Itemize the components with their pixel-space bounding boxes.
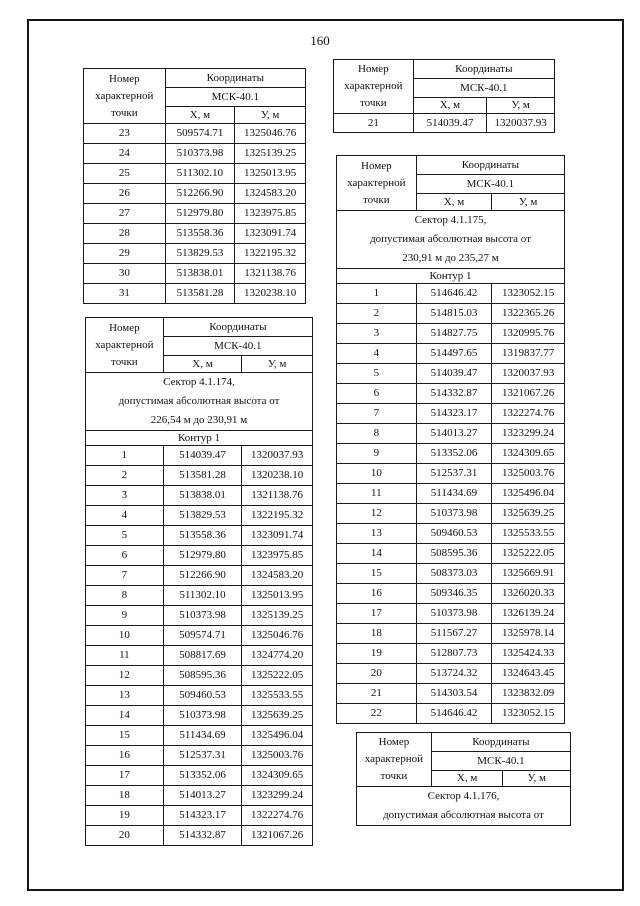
table-row <box>337 664 565 684</box>
x-coordinate-cell: 509574.71 <box>165 124 235 144</box>
table-row <box>84 204 306 224</box>
table-row <box>86 686 313 706</box>
table-row <box>337 364 565 384</box>
table-row <box>86 666 313 686</box>
point-number-cell: 28 <box>84 224 166 244</box>
point-number-cell: 24 <box>84 144 166 164</box>
x-coordinate-cell: 509346.35 <box>416 584 492 604</box>
table-row <box>84 144 306 164</box>
y-coordinate-cell: 1325003.76 <box>492 464 565 484</box>
y-coordinate-cell: 1325533.55 <box>242 686 313 706</box>
y-coordinate-cell: 1325978.14 <box>492 624 565 644</box>
x-coordinate-cell: 512537.31 <box>416 464 492 484</box>
coordinates-header: Координаты <box>416 156 564 175</box>
point-number-cell: 15 <box>337 564 417 584</box>
point-number-cell: 20 <box>337 664 417 684</box>
point-number-cell: 21 <box>337 684 417 704</box>
y-coordinate-cell: 1326020.33 <box>492 584 565 604</box>
table-body <box>334 114 555 133</box>
point-number-cell: 6 <box>86 546 164 566</box>
y-coordinate-cell: 1325424.33 <box>492 644 565 664</box>
x-coordinate-cell: 510373.98 <box>163 606 242 626</box>
point-number-cell: 16 <box>337 584 417 604</box>
point-number-cell: 7 <box>86 566 164 586</box>
table-row <box>337 284 565 304</box>
x-coordinate-cell: 512979.80 <box>163 546 242 566</box>
table-body <box>86 446 313 846</box>
table-row <box>84 224 306 244</box>
y-coordinate-cell: 1323299.24 <box>242 786 313 806</box>
point-number-cell: 13 <box>337 524 417 544</box>
point-number-header: Номер характерной точки <box>334 60 414 114</box>
table-row <box>337 484 565 504</box>
x-coordinate-cell: 514646.42 <box>416 284 492 304</box>
table-row <box>337 524 565 544</box>
x-coordinate-cell: 514323.17 <box>163 806 242 826</box>
y-coordinate-cell: 1324309.65 <box>242 766 313 786</box>
sector-caption: Сектор 4.1.176, допустимая абсолютная высота от <box>357 787 571 826</box>
y-coordinate-cell: 1323299.24 <box>492 424 565 444</box>
x-header: X, м <box>416 194 492 211</box>
y-coordinate-cell: 1325669.91 <box>492 564 565 584</box>
point-number-cell: 17 <box>337 604 417 624</box>
y-coordinate-cell: 1325046.76 <box>235 124 306 144</box>
point-number-cell: 23 <box>84 124 166 144</box>
point-number-cell: 11 <box>86 646 164 666</box>
x-header: X, м <box>413 98 487 114</box>
x-coordinate-cell: 512979.80 <box>165 204 235 224</box>
point-number-cell: 18 <box>337 624 417 644</box>
table-header-row <box>334 60 555 79</box>
x-coordinate-cell: 511434.69 <box>163 726 242 746</box>
x-coordinate-cell: 508595.36 <box>163 666 242 686</box>
coordinates-header: Координаты <box>413 60 554 79</box>
table-row <box>337 644 565 664</box>
table-row <box>86 466 313 486</box>
y-coordinate-cell: 1325013.95 <box>235 164 306 184</box>
point-number-cell: 16 <box>86 746 164 766</box>
point-number-cell: 31 <box>84 284 166 304</box>
y-coordinate-cell: 1322274.76 <box>242 806 313 826</box>
x-coordinate-cell: 513581.28 <box>165 284 235 304</box>
y-coordinate-cell: 1326139.24 <box>492 604 565 624</box>
coordinates-header: Координаты <box>431 733 570 752</box>
x-coordinate-cell: 513352.06 <box>416 444 492 464</box>
x-coordinate-cell: 509460.53 <box>416 524 492 544</box>
table-row <box>337 604 565 624</box>
table-row <box>337 324 565 344</box>
x-coordinate-cell: 509460.53 <box>163 686 242 706</box>
table-header-row <box>86 318 313 337</box>
table-row <box>337 704 565 724</box>
x-coordinate-cell: 514039.47 <box>163 446 242 466</box>
table-row <box>334 114 555 133</box>
y-coordinate-cell: 1325533.55 <box>492 524 565 544</box>
y-coordinate-cell: 1323052.15 <box>492 284 565 304</box>
table-row <box>337 384 565 404</box>
point-number-header: Номер характерной точки <box>84 69 166 124</box>
table-row <box>337 304 565 324</box>
point-number-cell: 9 <box>86 606 164 626</box>
y-coordinate-cell: 1325222.05 <box>242 666 313 686</box>
x-coordinate-cell: 513838.01 <box>163 486 242 506</box>
point-number-header: Номер характерной точки <box>86 318 164 373</box>
table-header-row <box>84 69 306 88</box>
point-number-cell: 4 <box>86 506 164 526</box>
y-coordinate-cell: 1320037.93 <box>492 364 565 384</box>
table-row <box>86 826 313 846</box>
point-number-cell: 18 <box>86 786 164 806</box>
y-coordinate-cell: 1324309.65 <box>492 444 565 464</box>
x-coordinate-cell: 510373.98 <box>416 504 492 524</box>
table-row <box>337 624 565 644</box>
point-number-cell: 22 <box>337 704 417 724</box>
y-coordinate-cell: 1320037.93 <box>242 446 313 466</box>
table-header-row <box>337 156 565 175</box>
x-coordinate-cell: 512807.73 <box>416 644 492 664</box>
coordinates-table-4 <box>336 155 565 724</box>
table-row <box>86 786 313 806</box>
x-coordinate-cell: 514303.54 <box>416 684 492 704</box>
x-coordinate-cell: 511302.10 <box>165 164 235 184</box>
y-coordinate-cell: 1323975.85 <box>242 546 313 566</box>
point-number-header: Номер характерной точки <box>357 733 432 787</box>
x-coordinate-cell: 511567.27 <box>416 624 492 644</box>
y-coordinate-cell: 1320995.76 <box>492 324 565 344</box>
y-coordinate-cell: 1325496.04 <box>492 484 565 504</box>
coordinates-header: Координаты <box>165 69 305 88</box>
x-coordinate-cell: 514815.03 <box>416 304 492 324</box>
table-row <box>86 606 313 626</box>
y-coordinate-cell: 1324583.20 <box>235 184 306 204</box>
point-number-cell: 9 <box>337 444 417 464</box>
y-coordinate-cell: 1320037.93 <box>487 114 555 133</box>
table-row <box>337 504 565 524</box>
point-number-cell: 13 <box>86 686 164 706</box>
y-coordinate-cell: 1325639.25 <box>242 706 313 726</box>
table-row <box>337 344 565 364</box>
point-number-cell: 11 <box>337 484 417 504</box>
y-coordinate-cell: 1324774.20 <box>242 646 313 666</box>
coordinates-table-3 <box>333 59 555 133</box>
table-header-row <box>357 733 571 752</box>
table-row <box>86 526 313 546</box>
y-coordinate-cell: 1325046.76 <box>242 626 313 646</box>
point-number-cell: 8 <box>337 424 417 444</box>
table-row <box>86 586 313 606</box>
crs-header: МСК-40.1 <box>431 752 570 771</box>
x-coordinate-cell: 512266.90 <box>163 566 242 586</box>
point-number-cell: 14 <box>337 544 417 564</box>
point-number-cell: 7 <box>337 404 417 424</box>
x-coordinate-cell: 508595.36 <box>416 544 492 564</box>
point-number-cell: 2 <box>337 304 417 324</box>
table-row <box>337 684 565 704</box>
point-number-cell: 1 <box>86 446 164 466</box>
table-row <box>86 746 313 766</box>
table-row <box>337 424 565 444</box>
sector-caption: Сектор 4.1.174, допустимая абсолютная высота от 226,54 м до 230,91 м <box>86 373 313 431</box>
crs-header: МСК-40.1 <box>165 88 305 107</box>
point-number-cell: 25 <box>84 164 166 184</box>
x-coordinate-cell: 510373.98 <box>165 144 235 164</box>
table-row <box>337 464 565 484</box>
y-header: У, м <box>235 107 306 124</box>
table-row <box>337 444 565 464</box>
table-row <box>84 284 306 304</box>
point-number-cell: 10 <box>337 464 417 484</box>
table-row <box>337 544 565 564</box>
table-row <box>86 726 313 746</box>
point-number-cell: 2 <box>86 466 164 486</box>
y-coordinate-cell: 1319837.77 <box>492 344 565 364</box>
point-number-cell: 29 <box>84 244 166 264</box>
x-coordinate-cell: 513352.06 <box>163 766 242 786</box>
x-coordinate-cell: 514827.75 <box>416 324 492 344</box>
table-row <box>84 264 306 284</box>
point-number-cell: 8 <box>86 586 164 606</box>
table-row <box>84 124 306 144</box>
point-number-cell: 4 <box>337 344 417 364</box>
x-coordinate-cell: 513581.28 <box>163 466 242 486</box>
x-header: X, м <box>165 107 235 124</box>
table-row <box>86 626 313 646</box>
x-coordinate-cell: 508817.69 <box>163 646 242 666</box>
x-coordinate-cell: 512537.31 <box>163 746 242 766</box>
x-coordinate-cell: 514497.65 <box>416 344 492 364</box>
contour-label: Контур 1 <box>86 431 313 446</box>
y-header: У, м <box>487 98 555 114</box>
point-number-header: Номер характерной точки <box>337 156 417 211</box>
y-coordinate-cell: 1325639.25 <box>492 504 565 524</box>
x-coordinate-cell: 513724.32 <box>416 664 492 684</box>
y-coordinate-cell: 1323975.85 <box>235 204 306 224</box>
y-coordinate-cell: 1323091.74 <box>242 526 313 546</box>
point-number-cell: 17 <box>86 766 164 786</box>
y-coordinate-cell: 1325222.05 <box>492 544 565 564</box>
table-body <box>84 124 306 304</box>
x-coordinate-cell: 512266.90 <box>165 184 235 204</box>
x-coordinate-cell: 513558.36 <box>163 526 242 546</box>
y-coordinate-cell: 1322274.76 <box>492 404 565 424</box>
x-coordinate-cell: 513838.01 <box>165 264 235 284</box>
point-number-cell: 5 <box>337 364 417 384</box>
table-row <box>86 566 313 586</box>
point-number-cell: 3 <box>337 324 417 344</box>
point-number-cell: 15 <box>86 726 164 746</box>
y-header: У, м <box>242 356 313 373</box>
table-row <box>86 646 313 666</box>
y-coordinate-cell: 1320238.10 <box>235 284 306 304</box>
coordinates-header: Координаты <box>163 318 312 337</box>
y-coordinate-cell: 1320238.10 <box>242 466 313 486</box>
x-coordinate-cell: 514039.47 <box>416 364 492 384</box>
y-coordinate-cell: 1323091.74 <box>235 224 306 244</box>
x-coordinate-cell: 514646.42 <box>416 704 492 724</box>
point-number-cell: 20 <box>86 826 164 846</box>
table-row <box>86 806 313 826</box>
table-row <box>337 404 565 424</box>
table-row <box>84 184 306 204</box>
table-row <box>84 164 306 184</box>
table-row <box>337 584 565 604</box>
y-coordinate-cell: 1322195.32 <box>242 506 313 526</box>
x-coordinate-cell: 513829.53 <box>165 244 235 264</box>
y-coordinate-cell: 1321067.26 <box>492 384 565 404</box>
y-coordinate-cell: 1325139.25 <box>235 144 306 164</box>
x-header: X, м <box>431 771 503 787</box>
point-number-cell: 12 <box>86 666 164 686</box>
x-header: X, м <box>163 356 242 373</box>
y-coordinate-cell: 1322365.26 <box>492 304 565 324</box>
y-coordinate-cell: 1322195.32 <box>235 244 306 264</box>
coordinates-table-5 <box>356 732 571 826</box>
crs-header: МСК-40.1 <box>416 175 564 194</box>
x-coordinate-cell: 509574.71 <box>163 626 242 646</box>
x-coordinate-cell: 508373.03 <box>416 564 492 584</box>
x-coordinate-cell: 514332.87 <box>416 384 492 404</box>
x-coordinate-cell: 511434.69 <box>416 484 492 504</box>
crs-header: МСК-40.1 <box>163 337 312 356</box>
point-number-cell: 21 <box>334 114 414 133</box>
x-coordinate-cell: 513558.36 <box>165 224 235 244</box>
y-coordinate-cell: 1324643.45 <box>492 664 565 684</box>
point-number-cell: 1 <box>337 284 417 304</box>
table-row <box>86 766 313 786</box>
y-coordinate-cell: 1323832.09 <box>492 684 565 704</box>
table-row <box>86 506 313 526</box>
y-coordinate-cell: 1324583.20 <box>242 566 313 586</box>
x-coordinate-cell: 511302.10 <box>163 586 242 606</box>
point-number-cell: 5 <box>86 526 164 546</box>
x-coordinate-cell: 510373.98 <box>416 604 492 624</box>
x-coordinate-cell: 514013.27 <box>163 786 242 806</box>
x-coordinate-cell: 514332.87 <box>163 826 242 846</box>
table-row <box>337 564 565 584</box>
y-coordinate-cell: 1325013.95 <box>242 586 313 606</box>
y-header: У, м <box>492 194 565 211</box>
x-coordinate-cell: 514039.47 <box>413 114 487 133</box>
y-coordinate-cell: 1325139.25 <box>242 606 313 626</box>
x-coordinate-cell: 510373.98 <box>163 706 242 726</box>
point-number-cell: 19 <box>86 806 164 826</box>
x-coordinate-cell: 513829.53 <box>163 506 242 526</box>
coordinates-table-2 <box>85 317 313 846</box>
table-row <box>86 446 313 466</box>
point-number-cell: 10 <box>86 626 164 646</box>
x-coordinate-cell: 514323.17 <box>416 404 492 424</box>
table-row <box>86 706 313 726</box>
y-coordinate-cell: 1325003.76 <box>242 746 313 766</box>
point-number-cell: 6 <box>337 384 417 404</box>
y-coordinate-cell: 1321138.76 <box>235 264 306 284</box>
point-number-cell: 26 <box>84 184 166 204</box>
y-header: У, м <box>503 771 571 787</box>
point-number-cell: 12 <box>337 504 417 524</box>
y-coordinate-cell: 1321067.26 <box>242 826 313 846</box>
page-number: 160 <box>310 33 330 48</box>
crs-header: МСК-40.1 <box>413 79 554 98</box>
y-coordinate-cell: 1321138.76 <box>242 486 313 506</box>
point-number-cell: 14 <box>86 706 164 726</box>
sector-caption: Сектор 4.1.175, допустимая абсолютная высота от 230,91 м до 235,27 м <box>337 211 565 269</box>
contour-label: Контур 1 <box>337 269 565 284</box>
table-row <box>86 486 313 506</box>
x-coordinate-cell: 514013.27 <box>416 424 492 444</box>
point-number-cell: 27 <box>84 204 166 224</box>
coordinates-table-1 <box>83 68 306 304</box>
point-number-cell: 3 <box>86 486 164 506</box>
table-body <box>337 284 565 724</box>
point-number-cell: 30 <box>84 264 166 284</box>
y-coordinate-cell: 1323052.15 <box>492 704 565 724</box>
table-row <box>84 244 306 264</box>
y-coordinate-cell: 1325496.04 <box>242 726 313 746</box>
table-row <box>86 546 313 566</box>
point-number-cell: 19 <box>337 644 417 664</box>
